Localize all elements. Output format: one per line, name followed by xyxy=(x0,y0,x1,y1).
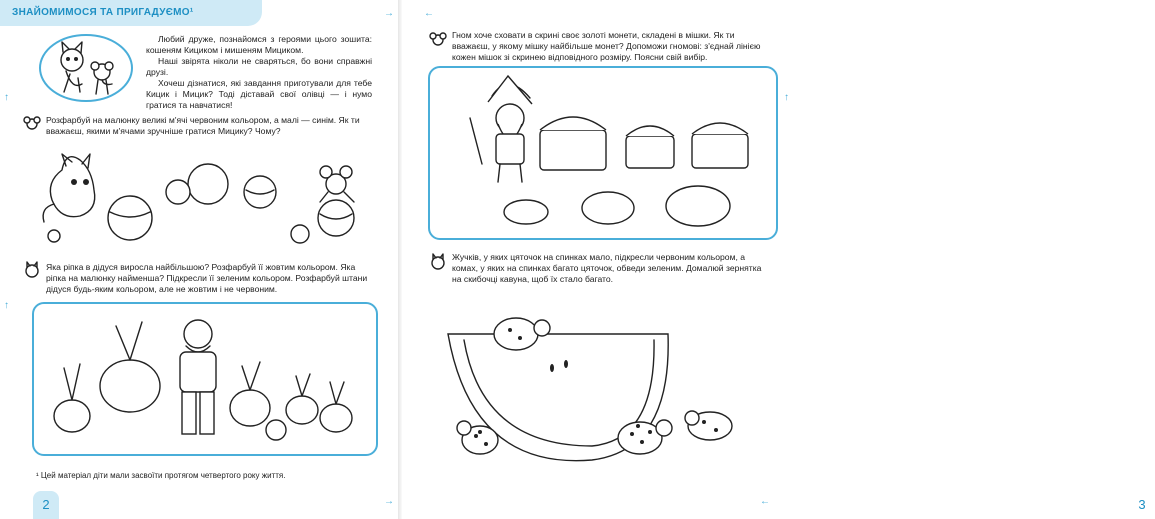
page-number-left: 2 xyxy=(33,491,59,519)
section-title: ЗНАЙОМИМОСЯ ТА ПРИГАДУЄМО¹ xyxy=(12,7,194,18)
turnip-illustration xyxy=(44,312,364,444)
left-page xyxy=(0,0,398,519)
task-bugs-text: Жучків, у яких цяточок на спинках мало, підкресли червоним кольором, а комах, у яких на спинках багато цяточок, обведи зеленим. Домалюй зернятка на скибочці кавуна, щоб їх стало багато. xyxy=(452,252,762,284)
intro-paragraph-3: Хочеш дізнатися, які завдання приготували для тебе Кицик і Мицик? Тоді діставай свої олівці — і нумо гратися та навчатися! xyxy=(146,78,372,110)
right-page xyxy=(402,0,1146,519)
footnote: ¹ Цей матеріал діти мали засвоїти протягом четвертого року життя. xyxy=(36,471,286,480)
balls-illustration xyxy=(36,150,376,250)
mouse-icon xyxy=(24,116,40,130)
intro-paragraph-1: Любий друже, познайомся з героями цього зошита: кошеням Кициком і мишеням Мициком. xyxy=(146,34,372,55)
arrow-icon: → xyxy=(384,8,394,19)
arrow-icon: ← xyxy=(424,8,434,19)
arrow-icon: ↑ xyxy=(784,92,789,103)
task-balls-text: Розфарбуй на малюнку великі м'ячі червоним кольором, а малі — синім. Як ти вважаєш, якими м'ячами зручніше гратися Мицику? Чому? xyxy=(46,115,360,136)
arrow-icon: ↑ xyxy=(4,300,9,311)
task-turnip-text: Яка ріпка в дідуся виросла найбільшою? Розфарбуй її жовтим кольором. Яка ріпка на малюнку найменша? Підкресли її зеленим кольором. Розфарбуй штани дідуся будь-яким кольором, але не жовтим і не червоним. xyxy=(46,262,368,294)
arrow-icon: → xyxy=(384,496,394,507)
intro-text xyxy=(146,34,372,111)
arrow-icon: ← xyxy=(760,496,770,507)
task-gnome-text: Гном хоче сховати в скрині своє золоті монети, складені в мішки. Як ти вважаєш, у якому мішку найбільше монет? Допоможи гномові: з'єднай лінією кожен мішок зі скринею відповідного розміру. Поясни свій вибір. xyxy=(452,30,761,62)
cat-and-mouse-illustration xyxy=(40,34,136,104)
mouse-icon xyxy=(430,32,446,46)
watermelon-bugs-illustration xyxy=(442,300,762,470)
section-title-tab xyxy=(0,0,262,26)
page-number-right: 3 xyxy=(1138,497,1146,512)
cat-icon xyxy=(24,262,40,278)
arrow-icon: ↑ xyxy=(4,92,9,103)
intro-paragraph-2: Наші звірята ніколи не сваряться, бо вони справжні друзі. xyxy=(146,56,372,77)
gnome-chests-illustration xyxy=(442,74,762,230)
cat-icon xyxy=(430,254,446,270)
